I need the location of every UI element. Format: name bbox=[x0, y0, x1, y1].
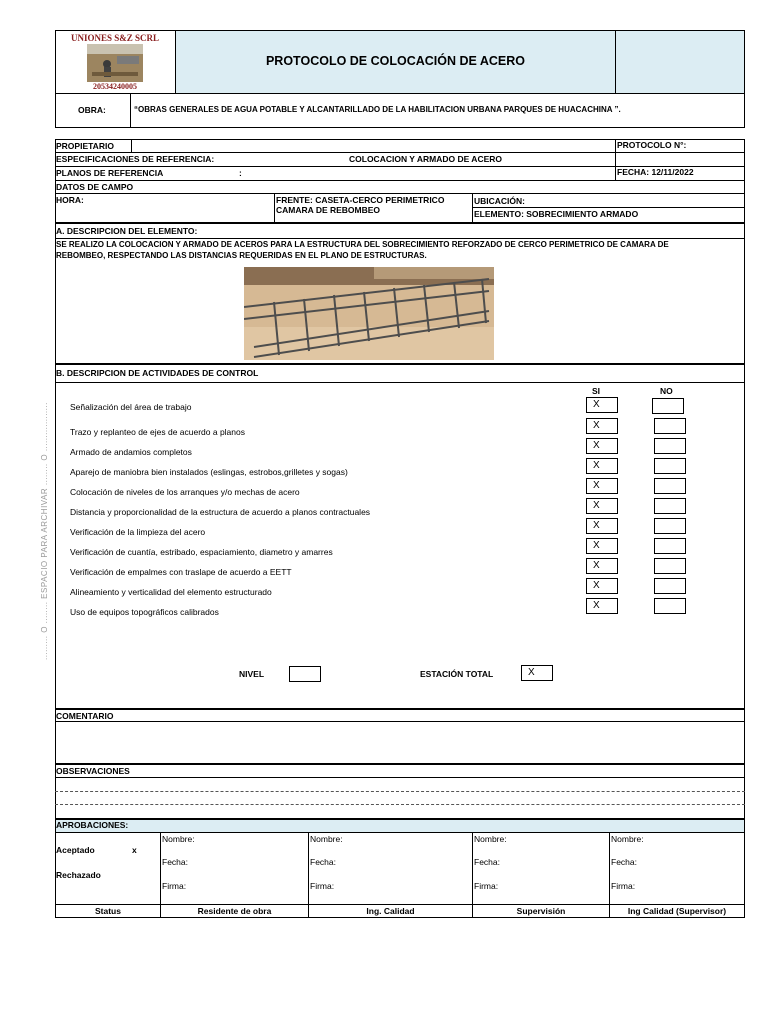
column-ing-calidad-supervisor: Ing Calidad (Supervisor) bbox=[627, 906, 727, 916]
observaciones-line bbox=[55, 804, 745, 805]
logo-subtext: 20534240005 bbox=[93, 82, 137, 91]
activity-si-checkbox[interactable]: X bbox=[586, 518, 618, 534]
aceptado-label: Aceptado bbox=[56, 845, 95, 855]
activity-label: Verificación de empalmes con traslape de acuerdo a EETT bbox=[70, 567, 292, 577]
estacion-total-label: ESTACIÓN TOTAL bbox=[420, 669, 494, 679]
fecha-label: Fecha: bbox=[474, 857, 500, 867]
logo-photo-icon bbox=[87, 44, 143, 82]
page-title: PROTOCOLO DE COLOCACIÓN DE ACERO bbox=[265, 54, 526, 68]
header-right-fill bbox=[616, 31, 744, 93]
elemento-label: ELEMENTO: SOBRECIMIENTO ARMADO bbox=[474, 209, 639, 219]
activity-no-checkbox[interactable] bbox=[654, 558, 686, 574]
fecha-value: FECHA: 12/11/2022 bbox=[617, 167, 694, 177]
section-a-title: A. DESCRIPCION DEL ELEMENTO: bbox=[56, 226, 198, 236]
fecha-label: Fecha: bbox=[310, 857, 336, 867]
hora-label: HORA: bbox=[56, 195, 84, 205]
nivel-label: NIVEL bbox=[239, 669, 265, 679]
logo-text: UNIONES S&Z SCRL bbox=[70, 33, 160, 43]
protocolo-label: PROTOCOLO N°: bbox=[617, 140, 687, 150]
observaciones-line bbox=[55, 791, 745, 792]
planos-colon: : bbox=[239, 168, 242, 178]
activity-si-checkbox[interactable]: X bbox=[586, 598, 618, 614]
nombre-label: Nombre: bbox=[310, 834, 343, 844]
obra-label: OBRA: bbox=[78, 105, 106, 115]
obra-value: “OBRAS GENERALES DE AGUA POTABLE Y ALCANTARILLADO DE LA HABILITACION URBANA PARQUES DE HUACACHINA ”. bbox=[134, 105, 621, 114]
activity-si-checkbox[interactable]: X bbox=[586, 397, 618, 413]
activity-label: Verificación de cuantía, estribado, espaciamiento, diametro y amarres bbox=[70, 547, 333, 557]
section-a-text-1: SE REALIZO LA COLOCACION Y ARMADO DE ACEROS PARA LA ESTRUCTURA DEL SOBRECIMIENTO REFORZADO DE CERCO PERIMETRICO DE CAMARA DE bbox=[56, 240, 669, 249]
activity-label: Uso de equipos topográficos calibrados bbox=[70, 607, 219, 617]
activity-label: Colocación de niveles de los arranques y/o mechas de acero bbox=[70, 487, 300, 497]
colocacion-label: COLOCACION Y ARMADO DE ACERO bbox=[349, 154, 503, 164]
activity-no-checkbox[interactable] bbox=[652, 398, 684, 414]
comentario-title: COMENTARIO bbox=[56, 711, 114, 721]
activity-label: Trazo y replanteo de ejes de acuerdo a planos bbox=[70, 427, 245, 437]
activity-no-checkbox[interactable] bbox=[654, 598, 686, 614]
aprobaciones-title: APROBACIONES: bbox=[56, 820, 129, 830]
firma-label: Firma: bbox=[611, 881, 636, 891]
archive-margin-note: ......... O ........ ESPACIO PARA ARCHIVAR ........ O .................. bbox=[40, 402, 49, 660]
activity-no-checkbox[interactable] bbox=[654, 578, 686, 594]
column-supervision: Supervisión bbox=[516, 906, 566, 916]
no-column-label: NO bbox=[660, 386, 673, 396]
activity-label: Alineamiento y verticalidad del elemento estructurado bbox=[70, 587, 272, 597]
rebar-photo bbox=[244, 267, 494, 360]
column-status: Status bbox=[95, 906, 121, 916]
activity-label: Señalización del área de trabajo bbox=[70, 402, 192, 412]
activity-si-checkbox[interactable]: X bbox=[586, 538, 618, 554]
especificaciones-label: ESPECIFICACIONES DE REFERENCIA: bbox=[56, 154, 215, 164]
datos-campo-label: DATOS DE CAMPO bbox=[56, 182, 134, 192]
nombre-label: Nombre: bbox=[611, 834, 644, 844]
activity-si-checkbox[interactable]: X bbox=[586, 578, 618, 594]
aprobaciones-header-fill bbox=[56, 820, 744, 832]
column-residente: Residente de obra bbox=[197, 906, 272, 916]
activity-label: Armado de andamios completos bbox=[70, 447, 192, 457]
activity-label: Distancia y proporcionalidad de la estructura de acuerdo a planos contractuales bbox=[70, 507, 371, 517]
comentario-box bbox=[55, 709, 745, 764]
fecha-label: Fecha: bbox=[611, 857, 637, 867]
observaciones-title: OBSERVACIONES bbox=[56, 766, 130, 776]
activity-si-checkbox[interactable]: X bbox=[586, 478, 618, 494]
si-column-label: SI bbox=[592, 386, 601, 396]
fecha-label: Fecha: bbox=[162, 857, 188, 867]
activity-no-checkbox[interactable] bbox=[654, 498, 686, 514]
nombre-label: Nombre: bbox=[162, 834, 195, 844]
activity-si-checkbox[interactable]: X bbox=[586, 438, 618, 454]
activity-no-checkbox[interactable] bbox=[654, 478, 686, 494]
activity-si-checkbox[interactable]: X bbox=[586, 558, 618, 574]
section-a-text-2: REBOMBEO, RESPECTANDO LAS DISTANCIAS REQUERIDAS EN EL PLANO DE ESTRUCTURAS. bbox=[56, 251, 427, 260]
ubicacion-label: UBICACIÓN: bbox=[474, 196, 525, 206]
activity-no-checkbox[interactable] bbox=[654, 438, 686, 454]
activity-si-checkbox[interactable]: X bbox=[586, 418, 618, 434]
activity-no-checkbox[interactable] bbox=[654, 458, 686, 474]
aceptado-mark: x bbox=[132, 845, 137, 855]
firma-label: Firma: bbox=[474, 881, 499, 891]
planos-label: PLANOS DE REFERENCIA bbox=[56, 168, 164, 178]
company-logo bbox=[70, 32, 160, 92]
frente-line-2: CAMARA DE REBOMBEO bbox=[276, 205, 381, 215]
activity-label: Aparejo de maniobra bien instalados (eslingas, estrobos,grilletes y sogas) bbox=[70, 467, 348, 477]
firma-label: Firma: bbox=[310, 881, 335, 891]
rechazado-label: Rechazado bbox=[56, 870, 101, 880]
nombre-label: Nombre: bbox=[474, 834, 507, 844]
nivel-checkbox[interactable] bbox=[289, 666, 321, 682]
activity-no-checkbox[interactable] bbox=[654, 538, 686, 554]
propietario-label: PROPIETARIO bbox=[56, 141, 114, 151]
section-b-title: B. DESCRIPCION DE ACTIVIDADES DE CONTROL bbox=[56, 368, 259, 378]
frente-line-1: FRENTE: CASETA-CERCO PERIMETRICO bbox=[276, 195, 445, 205]
activity-si-checkbox[interactable]: X bbox=[586, 458, 618, 474]
activity-label: Verificación de la limpieza del acero bbox=[70, 527, 206, 537]
column-ing-calidad: Ing. Calidad bbox=[366, 906, 415, 916]
estacion-total-checkbox[interactable]: X bbox=[521, 665, 553, 681]
activity-no-checkbox[interactable] bbox=[654, 418, 686, 434]
activity-no-checkbox[interactable] bbox=[654, 518, 686, 534]
activity-si-checkbox[interactable]: X bbox=[586, 498, 618, 514]
firma-label: Firma: bbox=[162, 881, 187, 891]
